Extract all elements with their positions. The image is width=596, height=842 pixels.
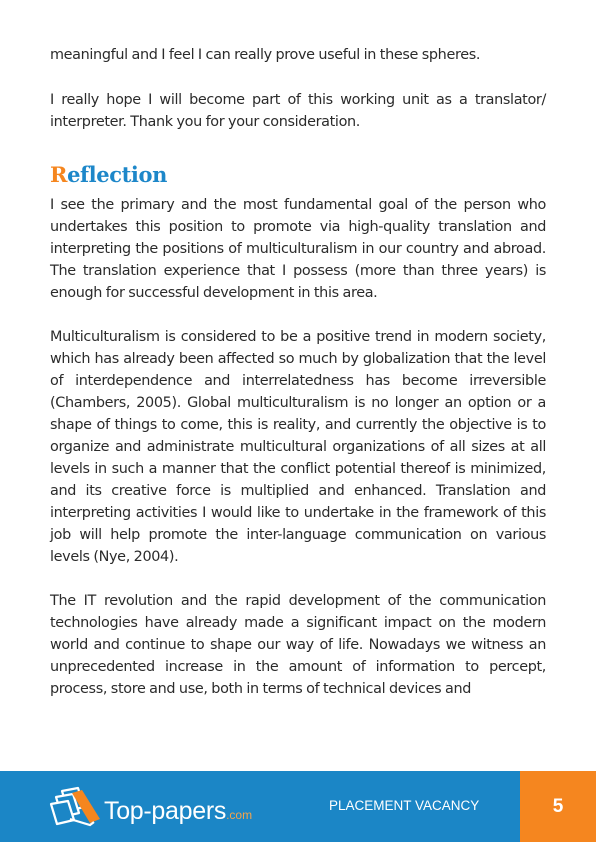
footer-section-title: PLACEMENT VACANCY [329,798,480,813]
section-heading-reflection [50,162,546,188]
page-number: 5 [520,771,596,842]
paragraph-reflection-3: The IT revolution and the rapid development of the communication technologies have already made a significant impact on the modern world and continue to shape our way of life. Nowadays we witness an unprecedented increase in the amount of information to percept, process, store and use, both in terms of technical devices and [50,593,546,697]
paragraph-reflection-1: I see the primary and the most fundamental goal of the person who undertakes this position to promote via high-quality translation and interpreting the positions of multiculturalism in our country and abroad. The translation experience that I possess (more than three years) is enough for successful development in this area. [50,197,546,301]
page-body [50,44,546,700]
page-footer [0,771,596,842]
paragraph-intro-end: meaningful and I feel I can really prove useful in these spheres. [50,47,481,63]
paragraph-reflection-2: Multiculturalism is considered to be a positive trend in modern society, which has already been affected so much by globalization that the level of interdependence and interrelatedness has become irreversible (Chambers, 2005). Global multiculturalism is no longer an option or a shape of things to come, this is reality, and currently the objective is to organize and administrate multicultural organizations of all sizes at all levels in such a manner that the conflict potential thereof is minimized, and its creative force is multiplied and enhanced. Translation and interpreting activities I would like to undertake in the framework of this job will help promote the inter-language communication on various levels (Nye, 2004). [50,329,546,565]
logo-domain: .com [226,808,253,822]
papers-stack-icon [48,785,102,829]
heading-initial-letter: R [50,162,68,187]
heading-text: eflection [67,162,167,187]
top-papers-logo [48,785,288,829]
paragraph-hope: I really hope I will become part of this working unit as a translator/ interpreter. Thank you for your consideration. [50,92,546,130]
logo-wordmark: Top-papers [104,797,227,825]
